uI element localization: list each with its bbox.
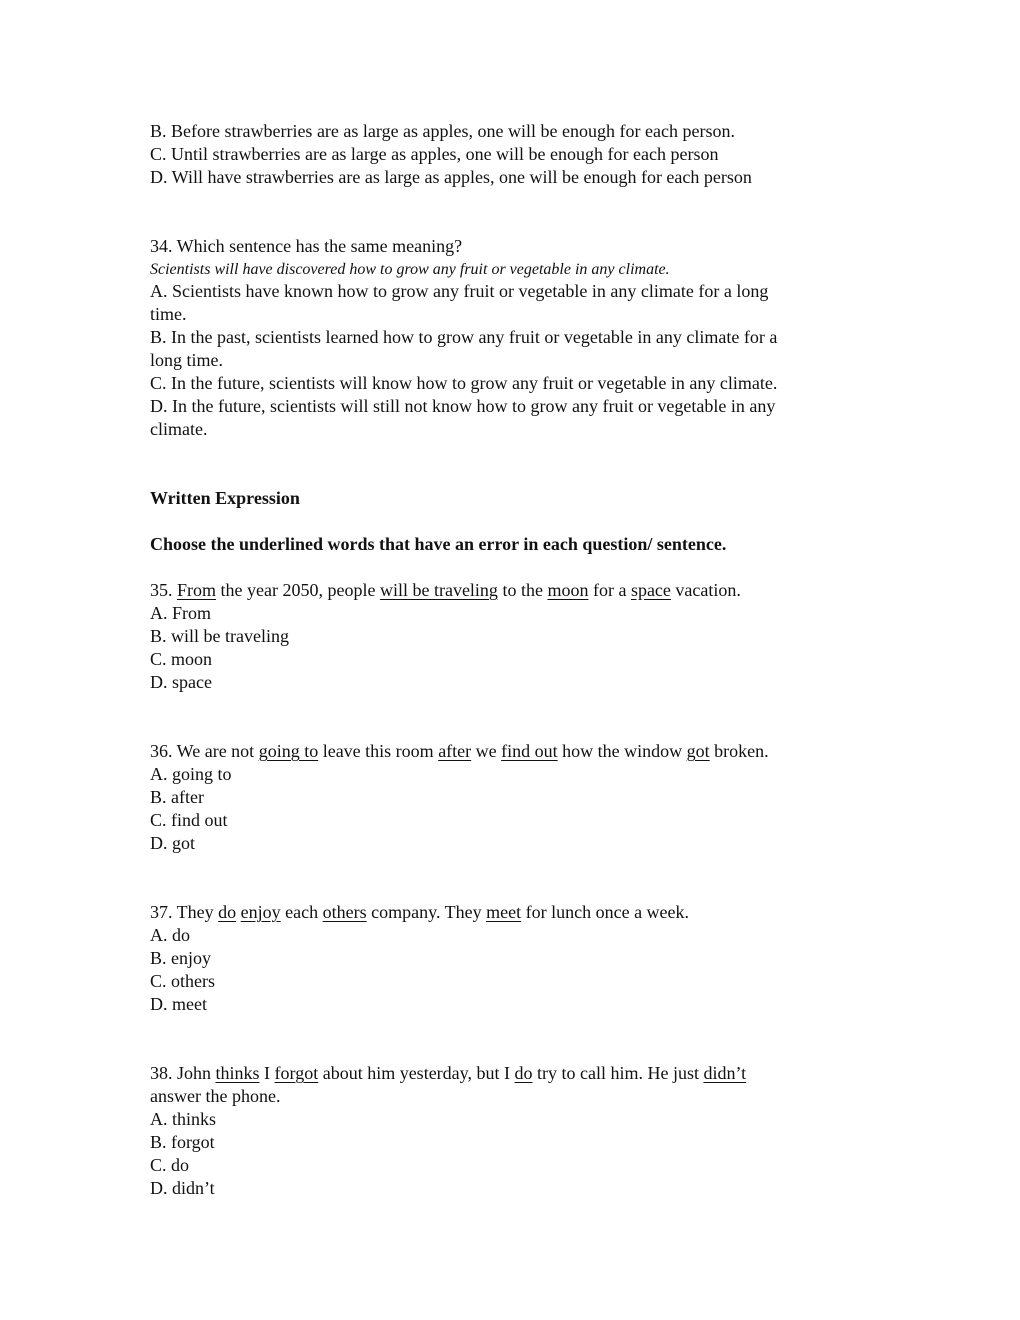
q34-option-d-line1: D. In the future, scientists will still not know how to grow any fruit or vegetable in any — [150, 396, 776, 416]
q37-underline-d: meet — [486, 902, 522, 922]
q38-underline-a: thinks — [215, 1063, 260, 1083]
q33-option-b: B. Before strawberries are as large as apples, one will be enough for each person. — [150, 121, 735, 141]
q36-text: we — [471, 741, 502, 761]
q36-text: broken. — [709, 741, 769, 761]
q38-text: about him yesterday, but I — [318, 1063, 515, 1083]
q38-option-a: A. thinks — [150, 1109, 217, 1129]
q35-underline-a: From — [177, 580, 217, 600]
q38-underline-d: didn’t — [703, 1063, 747, 1083]
q38-question-line2: answer the phone. — [150, 1086, 281, 1106]
q37-text: each — [280, 902, 323, 922]
q34-option-a-line2: time. — [150, 304, 187, 324]
q35-underline-b: will be traveling — [379, 580, 498, 600]
q37-option-c: C. others — [150, 971, 215, 991]
q35-option-a: A. From — [150, 603, 212, 623]
q34-question: 34. Which sentence has the same meaning? — [150, 236, 463, 256]
q38-text: 38. John — [150, 1063, 216, 1083]
q37-underline-a: do — [218, 902, 237, 922]
q35-text: vacation. — [670, 580, 741, 600]
q38-underline-c: do — [514, 1063, 533, 1083]
q36-option-b: B. after — [150, 787, 204, 807]
q38-option-c: C. do — [150, 1155, 190, 1175]
q35-underline-c: moon — [547, 580, 589, 600]
section-title: Written Expression — [150, 488, 300, 508]
q34-option-a-line1: A. Scientists have known how to grow any fruit or vegetable in any climate for a long — [150, 281, 769, 301]
q38-text: I — [259, 1063, 275, 1083]
q35-option-d: D. space — [150, 672, 212, 692]
q34-option-d-line2: climate. — [150, 419, 208, 439]
q36-text: 36. We are not — [150, 741, 259, 761]
q35-text: the year 2050, people — [216, 580, 380, 600]
q37-option-b: B. enjoy — [150, 948, 211, 968]
q34-option-b-line1: B. In the past, scientists learned how to grow any fruit or vegetable in any climate for a — [150, 327, 778, 347]
q37-question — [150, 901, 689, 924]
q37-underline-c: others — [322, 902, 367, 922]
q35-underline-d: space — [630, 580, 671, 600]
q34-option-c: C. In the future, scientists will know how to grow any fruit or vegetable in any climate. — [150, 373, 778, 393]
section-instruction: Choose the underlined words that have an error in each question/ sentence. — [150, 534, 727, 554]
q36-underline-b: after — [438, 741, 472, 761]
q37-option-d: D. meet — [150, 994, 207, 1014]
q38-underline-b: forgot — [274, 1063, 319, 1083]
q34-prompt: Scientists will have discovered how to grow any fruit or vegetable in any climate. — [150, 261, 670, 278]
q35-text: to the — [497, 580, 548, 600]
q37-option-a: A. do — [150, 925, 190, 945]
q33-option-d: D. Will have strawberries are as large as apples, one will be enough for each person — [150, 167, 752, 187]
q36-option-a: A. going to — [150, 764, 232, 784]
q36-underline-c: find out — [501, 741, 558, 761]
q38-question-line1 — [150, 1062, 746, 1085]
q38-option-b: B. forgot — [150, 1132, 215, 1152]
q38-option-d: D. didn’t — [150, 1178, 215, 1198]
q35-question — [150, 579, 741, 602]
q37-text: for lunch once a week. — [521, 902, 690, 922]
q33-option-c: C. Until strawberries are as large as apples, one will be enough for each person — [150, 144, 719, 164]
q35-option-c: C. moon — [150, 649, 213, 669]
q36-option-d: D. got — [150, 833, 195, 853]
q36-question — [150, 740, 769, 763]
q36-text: how the window — [557, 741, 687, 761]
q38-text: try to call him. He just — [532, 1063, 704, 1083]
q36-underline-d: got — [686, 741, 710, 761]
q37-text: company. They — [366, 902, 487, 922]
q36-text: leave this room — [318, 741, 439, 761]
q35-option-b: B. will be traveling — [150, 626, 289, 646]
q35-text: for a — [588, 580, 631, 600]
q36-option-c: C. find out — [150, 810, 228, 830]
q37-text: 37. They — [150, 902, 219, 922]
q35-text: 35. — [150, 580, 177, 600]
q34-option-b-line2: long time. — [150, 350, 223, 370]
q36-underline-a: going to — [258, 741, 319, 761]
q37-underline-b: enjoy — [240, 902, 281, 922]
